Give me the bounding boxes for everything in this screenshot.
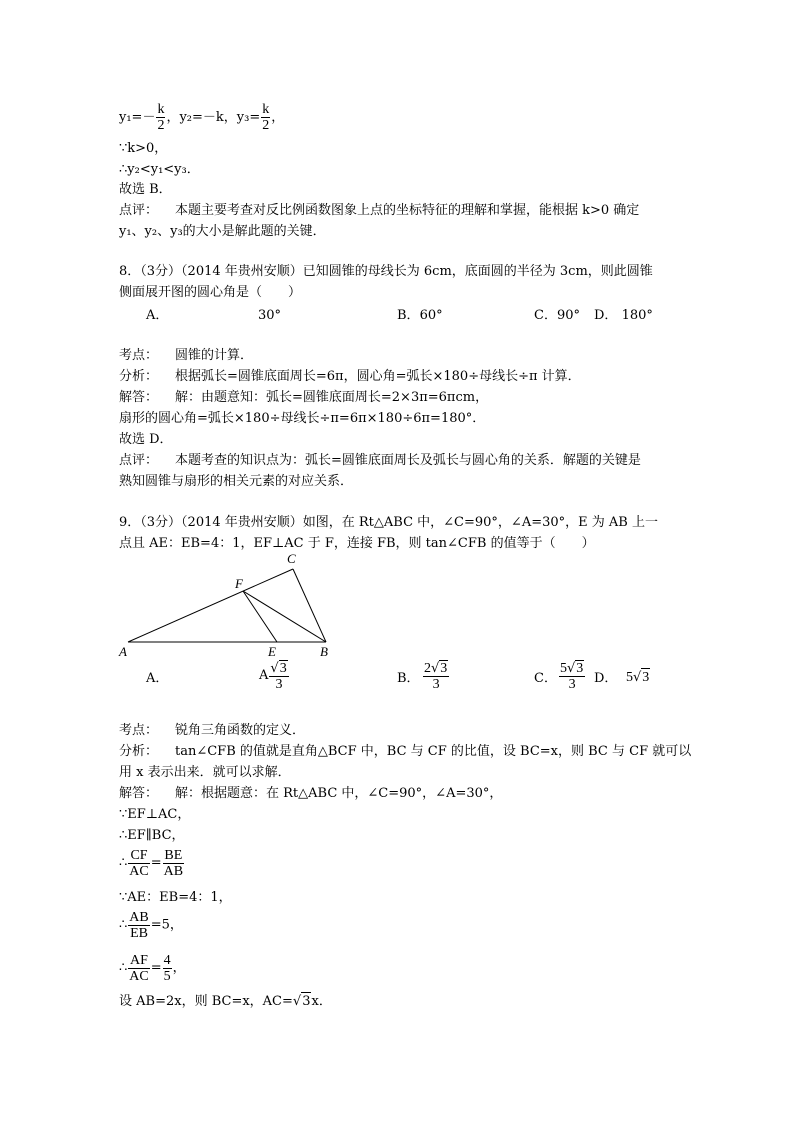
q9-choice-d (626, 668, 650, 687)
frac-den: 3 (568, 677, 576, 692)
q9-choice-b-letter: B． (397, 671, 420, 686)
q9-step-3 (119, 848, 185, 879)
jieda-label: 解答： (119, 786, 159, 801)
sqrt-icon: √ (567, 661, 576, 676)
q8-comment (119, 452, 641, 470)
frac-num: k (157, 102, 165, 117)
q9-step-4: ∵AE：EB=4：1， (119, 890, 232, 905)
fraction-k-over-2 (261, 102, 270, 133)
punct: ， (271, 110, 285, 125)
q9-choice-d-letter: D． (594, 671, 618, 686)
kaodian-text: 锐角三角函数的定义． (175, 723, 306, 738)
comment-text: 本题考查的知识点为：弧长=圆锥底面周长及弧长与圆心角的关系．解题的关键是 (175, 453, 641, 468)
q9-step-2: ∴EF∥BC， (119, 828, 185, 843)
comment-text: 本题主要考查对反比例函数图象上点的坐标特征的理解和掌握，能根据 k>0 确定 (175, 203, 640, 218)
therefore-icon: ∴ (119, 855, 128, 871)
equals: = (150, 960, 162, 976)
q8-fenxi (119, 368, 581, 386)
frac-den: 2 (262, 118, 270, 133)
q9-choice-c-letter: C． (534, 671, 557, 686)
equals: = (150, 855, 162, 871)
frac-den: AC (129, 969, 149, 984)
fraction-af-ac (128, 953, 149, 984)
segment-bc (293, 569, 326, 642)
coef: 5 (626, 670, 633, 685)
q8-choice-c (534, 307, 580, 325)
fraction-5root3-over-3 (559, 660, 585, 692)
q9-jieda (119, 785, 502, 803)
q9-step-1: ∵EF⊥AC， (119, 807, 191, 822)
radicand: 3 (576, 661, 584, 676)
choice-prefix: A (259, 668, 269, 683)
sqrt-icon: √ (292, 994, 302, 1009)
q9-fenxi (119, 743, 691, 761)
sqrt-icon: √ (270, 661, 279, 676)
jieda-label: 解答： (119, 390, 159, 405)
step-text: 设 AB=2x，则 BC=x，AC= (119, 994, 293, 1009)
q8-choice-b (397, 307, 443, 325)
frac-num: k (262, 102, 270, 117)
frac-den: 2 (157, 118, 165, 133)
fraction-be-ab (163, 848, 184, 879)
frac-num: CF (128, 848, 149, 864)
segment-ac (128, 569, 293, 642)
q9-step-6 (119, 953, 186, 984)
step-rest: x． (311, 994, 332, 1009)
radicand: 3 (440, 661, 448, 676)
q9-choice-a (259, 660, 290, 692)
label-b: B (320, 644, 328, 659)
q8-jieda-cont: 扇形的圆心角=弧长×180÷母线长÷π=6π×180÷6π=180°． (119, 411, 486, 426)
frac-den: 3 (275, 677, 283, 692)
jieda-text: 解：根据题意：在 Rt△ABC 中，∠C=90°，∠A=30°， (175, 786, 503, 801)
step-rest: ， (172, 960, 186, 976)
q7-line-2: ∵k>0， (119, 141, 168, 156)
fraction-k-over-2 (156, 102, 165, 133)
q7-answer: 故选 B． (119, 182, 172, 197)
fraction-root3-over-3 (269, 660, 288, 692)
q8-choice-a-letter: A． (146, 308, 169, 323)
q8-stem-2: 侧面展开图的圆心角是（ ） (119, 285, 302, 300)
comment-label: 点评： (119, 453, 159, 468)
y2-y3-label: ，y₂=－k，y₃= (166, 110, 261, 125)
fenxi-label: 分析： (119, 369, 159, 384)
choice-letter: C． (534, 308, 557, 323)
q9-stem-2: 点且 AE：EB=4：1，EF⊥AC 于 F，连接 FB，则 tan∠CFB 的值等于（ ） (119, 536, 595, 551)
fraction-ab-eb (128, 910, 149, 941)
choice-letter: B． (397, 308, 420, 323)
fenxi-text: tan∠CFB 的值就是直角△BCF 中，BC 与 CF 的比值，设 BC=x，则 BC 与 CF 就可以 (175, 744, 692, 759)
y1-label: y₁=－ (119, 110, 156, 125)
q8-choice-a: 30° (258, 308, 282, 323)
q8-comment-cont: 熟知圆锥与扇形的相关元素的对应关系． (119, 474, 354, 489)
choice-text: 60° (419, 308, 443, 323)
q9-triangle-figure (110, 550, 340, 660)
q8-answer: 故选 D． (119, 432, 173, 447)
q8-choice-d (594, 307, 653, 325)
q9-choice-c (558, 660, 586, 692)
sqrt-icon: √ (633, 670, 642, 685)
sqrt-icon: √ (431, 661, 440, 676)
kaodian-label: 考点： (119, 723, 159, 738)
q7-y-values-line (119, 102, 284, 133)
frac-num: BE (164, 848, 183, 863)
label-e: E (268, 644, 276, 659)
segment-fb (243, 591, 326, 642)
choice-text: 90° (556, 308, 580, 323)
frac-den: EB (130, 926, 148, 941)
label-a: A (119, 644, 127, 659)
frac-den: 5 (163, 969, 171, 984)
frac-num: AF (130, 953, 148, 968)
q8-kaodian (119, 347, 253, 365)
fraction-4-5 (163, 953, 172, 984)
therefore-icon: ∴ (119, 917, 128, 933)
fraction-2root3-over-3 (423, 660, 449, 692)
radicand: 3 (302, 994, 311, 1009)
radicand: 3 (279, 661, 287, 676)
q8-stem-1: 8．（3分）（2014 年贵州安顺）已知圆锥的母线长为 6cm，底面圆的半径为 3cm，则此圆锥 (119, 264, 653, 279)
label-f: F (235, 576, 243, 591)
q9-kaodian (119, 722, 305, 740)
q9-fenxi-cont: 用 x 表示出来．就可以求解． (119, 765, 291, 780)
label-c: C (287, 551, 296, 566)
frac-num (423, 660, 449, 677)
comment-label: 点评： (119, 203, 159, 218)
frac-num: AB (129, 910, 149, 925)
q7-line-3: ∴y₂<y₁<y₃． (119, 162, 200, 177)
frac-den: 3 (432, 677, 440, 692)
kaodian-text: 圆锥的计算． (175, 348, 254, 363)
fenxi-label: 分析： (119, 744, 159, 759)
frac-num (269, 660, 288, 677)
q7-comment (119, 202, 639, 220)
frac-den: AC (129, 864, 149, 879)
step-rest: =5， (150, 917, 183, 933)
q7-comment-cont: y₁、y₂、y₃的大小是解此题的关键． (119, 224, 326, 239)
coef: 2 (424, 661, 431, 676)
therefore-icon: ∴ (119, 960, 128, 976)
q8-jieda (119, 389, 488, 407)
kaodian-label: 考点： (119, 348, 159, 363)
coef: 5 (560, 661, 567, 676)
jieda-text: 解：由题意知：弧长=圆锥底面周长=2×3π=6πcm， (175, 390, 489, 405)
fenxi-text: 根据弧长=圆锥底面周长=6π，圆心角=弧长×180÷母线长÷π 计算． (175, 369, 581, 384)
q9-choice-b (422, 660, 450, 692)
fraction-cf-ac (128, 848, 149, 879)
q9-stem-1: 9．（3分）（2014 年贵州安顺）如图，在 Rt△ABC 中，∠C=90°，∠A=30°，E 为 AB 上一 (119, 515, 658, 530)
choice-text: 180° (621, 308, 653, 323)
q9-choice-a-letter: A． (146, 671, 169, 686)
frac-num (559, 660, 585, 677)
frac-num: 4 (163, 953, 171, 968)
segment-ef (243, 591, 277, 642)
q9-step-7 (119, 992, 332, 1011)
radicand: 3 (642, 670, 650, 685)
frac-den: AB (163, 864, 184, 879)
q9-step-5 (119, 910, 183, 941)
choice-letter: D． (594, 308, 618, 323)
